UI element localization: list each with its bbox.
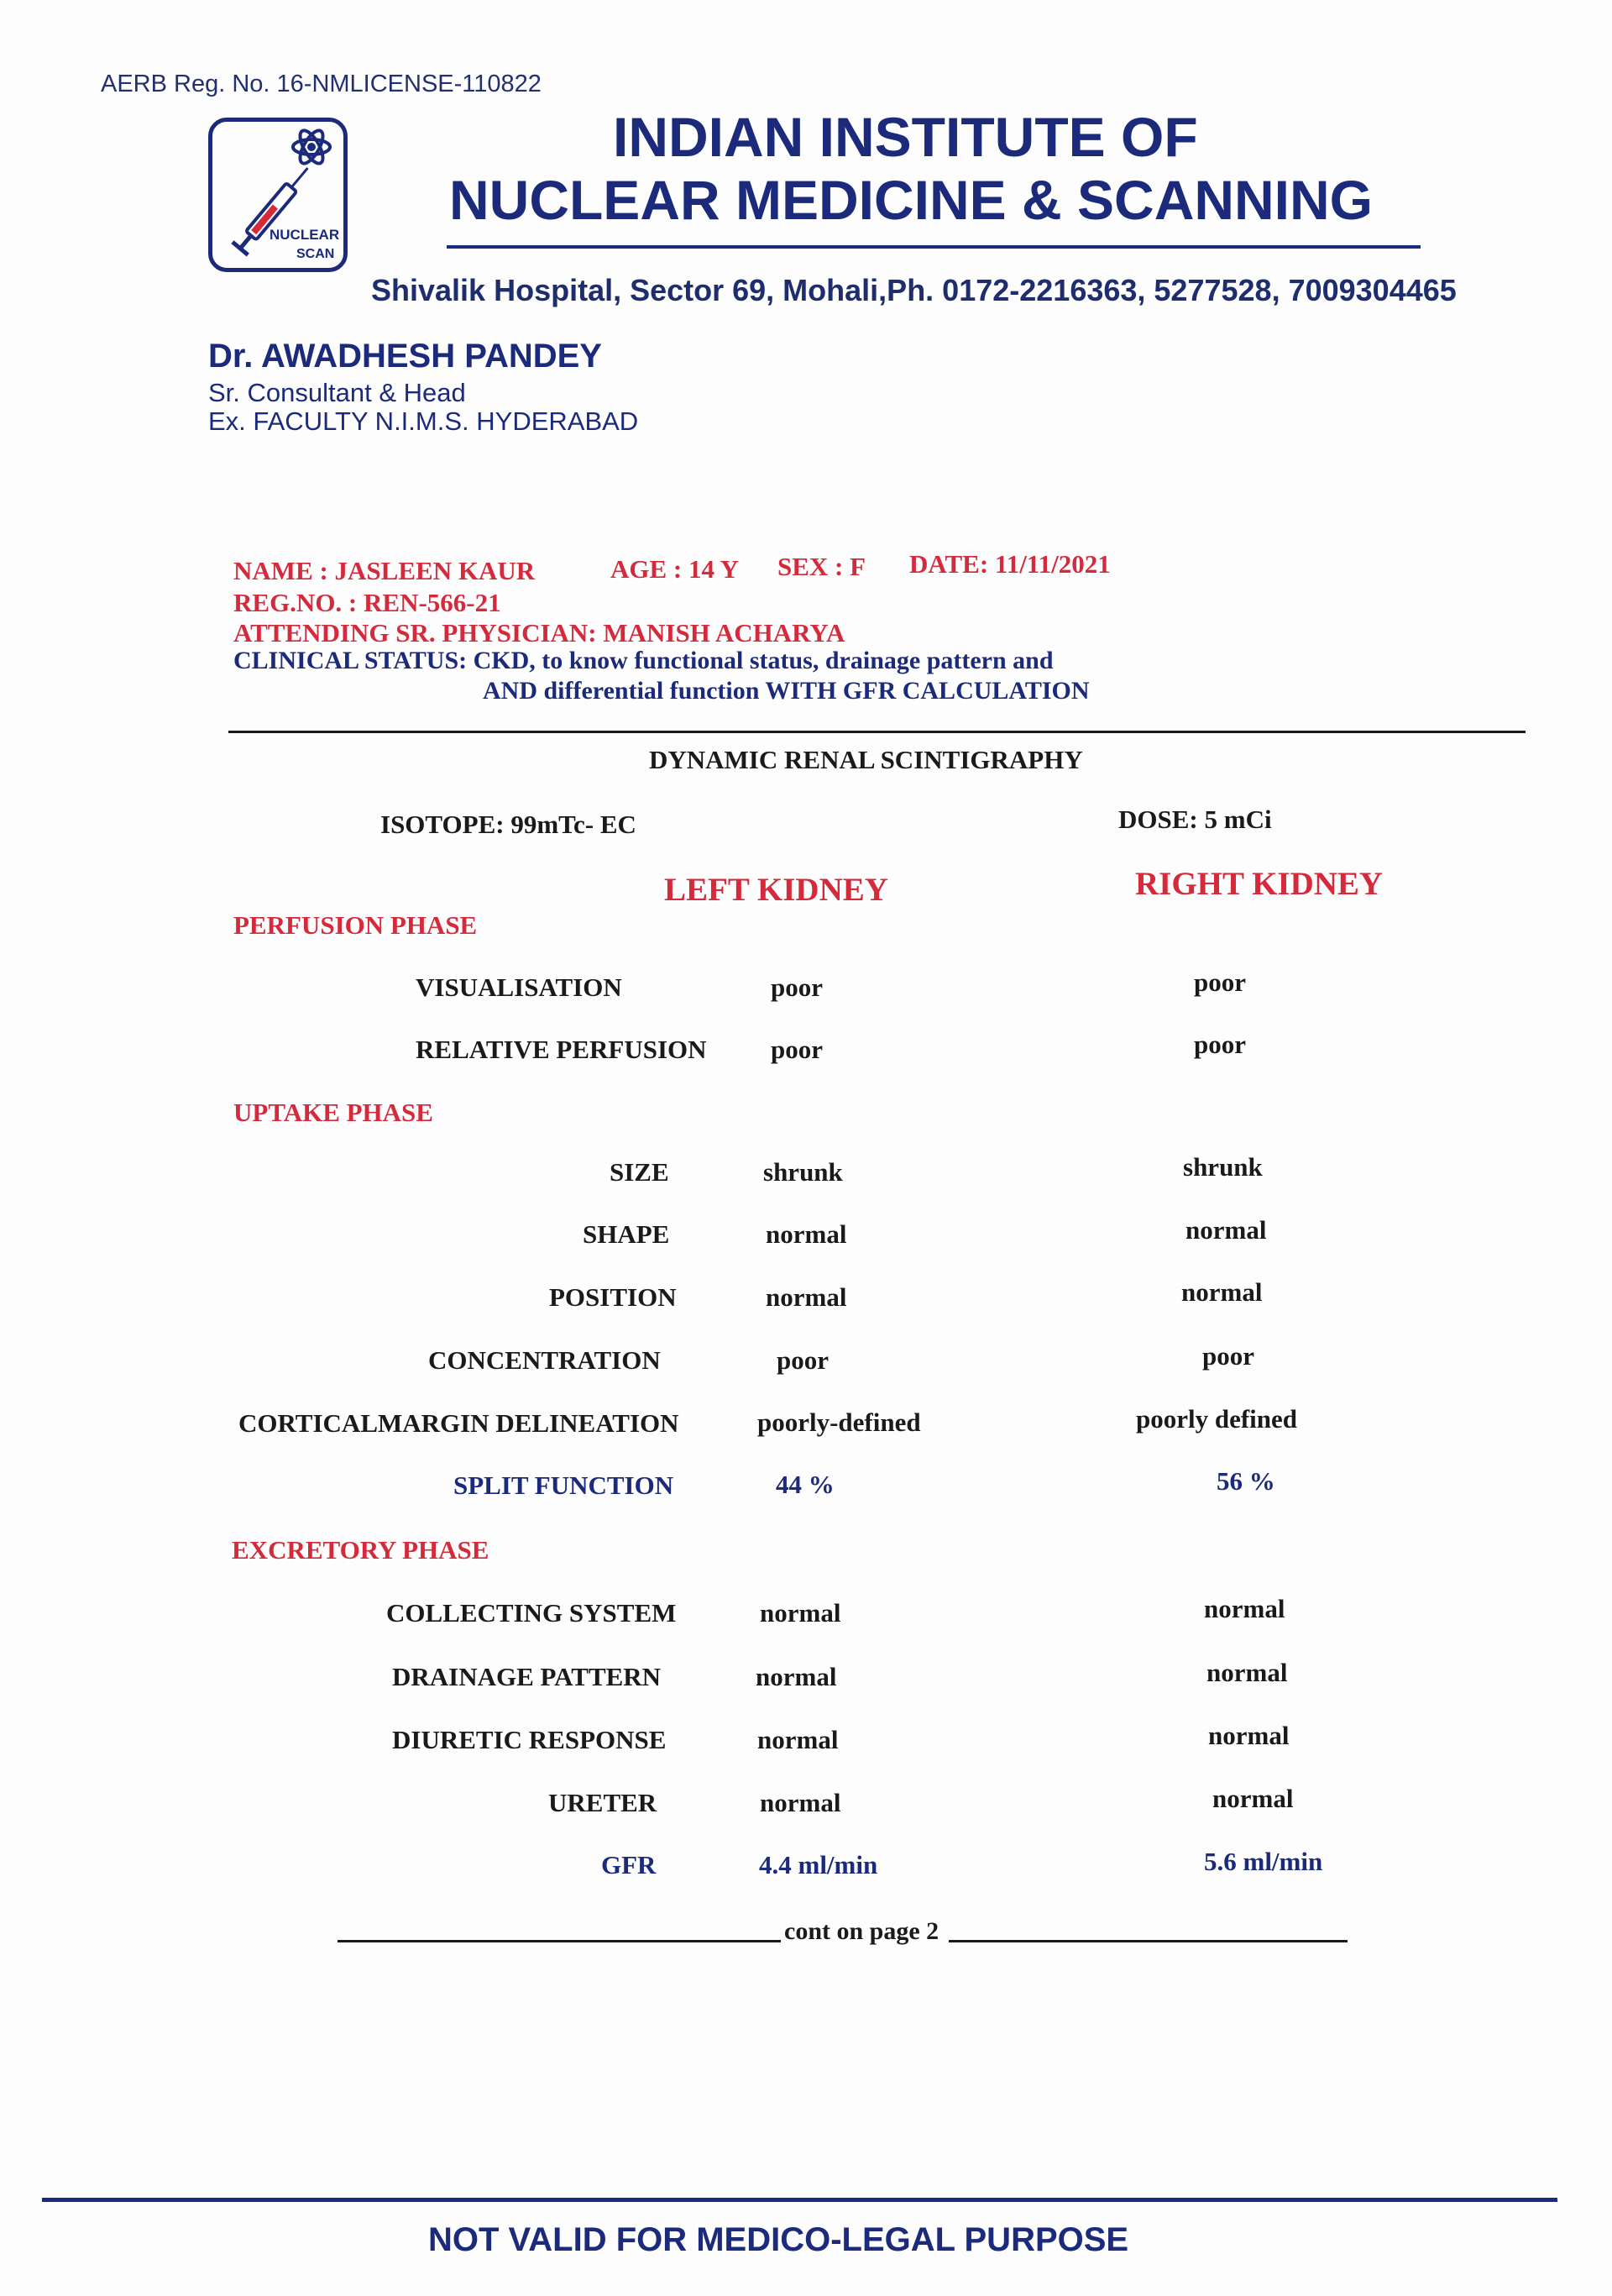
right-ureter: normal xyxy=(1212,1784,1294,1813)
left-kidney-header: LEFT KIDNEY xyxy=(664,872,888,908)
row-label-diuretic-response: DIURETIC RESPONSE xyxy=(392,1725,667,1754)
row-label-gfr: GFR xyxy=(601,1850,657,1879)
isotope: ISOTOPE: 99mTc- EC xyxy=(380,810,636,839)
right-diuretic-response: normal xyxy=(1208,1721,1290,1750)
right-relative-perfusion: poor xyxy=(1194,1030,1246,1059)
left-shape: normal xyxy=(766,1219,847,1249)
clinical-status-cont: AND differential function WITH GFR CALCULATION xyxy=(483,677,1090,705)
row-label-position: POSITION xyxy=(549,1282,677,1312)
continuation-rule-left xyxy=(338,1940,781,1942)
row-label-relative-perfusion: RELATIVE PERFUSION xyxy=(416,1035,707,1064)
uptake-phase-heading: UPTAKE PHASE xyxy=(233,1098,433,1127)
right-shape: normal xyxy=(1185,1215,1267,1245)
left-diuretic-response: normal xyxy=(757,1725,839,1754)
row-label-size: SIZE xyxy=(610,1157,669,1187)
row-label-collecting-system: COLLECTING SYSTEM xyxy=(386,1598,677,1628)
excretory-phase-heading: EXCRETORY PHASE xyxy=(232,1535,489,1565)
syringe-atom-icon xyxy=(212,122,343,268)
clinical-status: CLINICAL STATUS: CKD, to know functional status, drainage pattern and xyxy=(233,647,1054,674)
section-divider xyxy=(228,731,1526,733)
right-collecting-system: normal xyxy=(1204,1594,1285,1623)
study-title: DYNAMIC RENAL SCINTIGRAPHY xyxy=(649,745,1083,774)
row-label-split-function: SPLIT FUNCTION xyxy=(453,1470,674,1500)
institute-address: Shivalik Hospital, Sector 69, Mohali,Ph. 0172-2216363, 5277528, 7009304465 xyxy=(371,273,1457,307)
left-position: normal xyxy=(766,1282,847,1312)
footer-disclaimer: NOT VALID FOR MEDICO-LEGAL PURPOSE xyxy=(428,2221,1129,2258)
report-date: DATE: 11/11/2021 xyxy=(909,549,1111,579)
patient-name: NAME : JASLEEN KAUR xyxy=(233,556,536,585)
doctor-name: Dr. AWADHESH PANDEY xyxy=(208,338,602,375)
logo-text-scan: SCAN xyxy=(296,247,335,261)
left-visualisation: poor xyxy=(771,972,823,1002)
left-size: shrunk xyxy=(763,1157,843,1187)
row-label-cortical-margin: CORTICALMARGIN DELINEATION xyxy=(238,1408,679,1438)
left-concentration: poor xyxy=(777,1345,829,1375)
row-label-concentration: CONCENTRATION xyxy=(428,1345,661,1375)
attending-physician: ATTENDING SR. PHYSICIAN: MANISH ACHARYA xyxy=(233,618,845,647)
right-kidney-header: RIGHT KIDNEY xyxy=(1135,866,1384,902)
header-divider xyxy=(447,245,1421,249)
doctor-title: Sr. Consultant & Head xyxy=(208,378,466,407)
right-concentration: poor xyxy=(1202,1341,1254,1371)
registration-number: REG.NO. : REN-566-21 xyxy=(233,588,501,617)
institute-logo xyxy=(208,118,348,272)
right-size: shrunk xyxy=(1183,1152,1263,1182)
dose: DOSE: 5 mCi xyxy=(1118,805,1272,834)
row-label-drainage-pattern: DRAINAGE PATTERN xyxy=(392,1662,662,1691)
left-relative-perfusion: poor xyxy=(771,1035,823,1064)
patient-age: AGE : 14 Y xyxy=(610,554,739,584)
footer-divider xyxy=(42,2198,1557,2202)
right-split-function: 56 % xyxy=(1217,1466,1275,1496)
right-position: normal xyxy=(1181,1277,1263,1307)
perfusion-phase-heading: PERFUSION PHASE xyxy=(233,910,478,940)
right-cortical-margin: poorly defined xyxy=(1136,1404,1298,1434)
left-split-function: 44 % xyxy=(776,1470,835,1499)
right-visualisation: poor xyxy=(1194,967,1246,997)
patient-sex: SEX : F xyxy=(777,552,866,581)
institute-name-line2: NUCLEAR MEDICINE & SCANNING xyxy=(449,169,1374,231)
row-label-visualisation: VISUALISATION xyxy=(416,972,622,1002)
institute-name-line1: INDIAN INSTITUTE OF xyxy=(613,106,1198,168)
doctor-faculty: Ex. FACULTY N.I.M.S. HYDERABAD xyxy=(208,406,639,436)
left-gfr: 4.4 ml/min xyxy=(759,1850,878,1879)
right-gfr: 5.6 ml/min xyxy=(1204,1847,1323,1876)
left-ureter: normal xyxy=(760,1788,841,1817)
logo-text-nuclear: NUCLEAR xyxy=(270,227,340,243)
aerb-registration: AERB Reg. No. 16-NMLICENSE-110822 xyxy=(101,71,542,97)
left-collecting-system: normal xyxy=(760,1598,841,1628)
row-label-ureter: URETER xyxy=(548,1788,657,1817)
continuation-rule-right xyxy=(949,1940,1348,1942)
row-label-shape: SHAPE xyxy=(583,1219,670,1249)
right-drainage-pattern: normal xyxy=(1206,1658,1288,1687)
continuation-note: cont on page 2 xyxy=(784,1917,939,1945)
left-drainage-pattern: normal xyxy=(756,1662,837,1691)
left-cortical-margin: poorly-defined xyxy=(757,1407,921,1437)
